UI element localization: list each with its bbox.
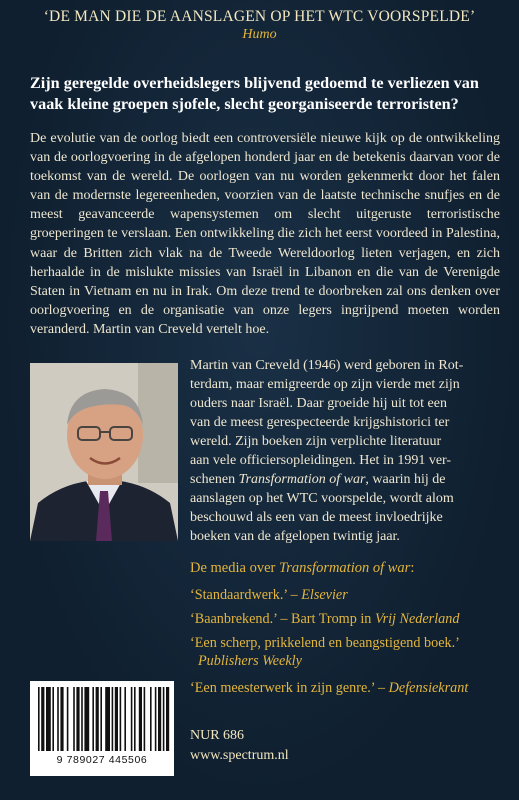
media-heading-text: De media over bbox=[190, 560, 279, 576]
press-quote-source: Humo bbox=[242, 27, 277, 42]
media-heading-title: Transformation of war bbox=[278, 560, 411, 576]
author-photo bbox=[30, 363, 178, 541]
barcode-bar bbox=[67, 687, 69, 751]
barcode-bar bbox=[57, 687, 59, 751]
barcode-bar bbox=[105, 687, 110, 751]
bio-line: wereld. Zijn boeken zijn verplichte literatuur bbox=[190, 434, 442, 449]
barcode-bar bbox=[158, 687, 161, 751]
barcode-bar bbox=[76, 687, 79, 751]
barcode-bar bbox=[124, 687, 126, 751]
barcode-bar bbox=[163, 687, 165, 751]
barcode-bar bbox=[131, 687, 133, 751]
barcode-bar bbox=[52, 687, 54, 751]
bio-text: schenen bbox=[190, 472, 236, 487]
review-quote: ‘Een meesterwerk in zijn genre.’ bbox=[190, 680, 375, 696]
publisher-website: www.spectrum.nl bbox=[190, 748, 289, 763]
barcode-bar bbox=[84, 687, 89, 751]
barcode-bar bbox=[38, 687, 40, 751]
barcode-bar bbox=[150, 687, 152, 751]
review-quote: ‘Een scherp, prikkelend en beangstigend boek.’ bbox=[190, 635, 460, 651]
review-source: Elsevier bbox=[301, 587, 348, 603]
review-sep: – bbox=[374, 680, 389, 696]
review-quote: ‘Standaardwerk.’ bbox=[190, 587, 288, 603]
bio-line: boeken van de afgelopen twintig jaar. bbox=[190, 529, 400, 544]
review bbox=[190, 610, 500, 628]
review-sep: – bbox=[287, 587, 302, 603]
review-quote: ‘Baanbrekend.’ bbox=[190, 611, 277, 627]
barcode-bar bbox=[134, 687, 136, 751]
review-source: Defensiekrant bbox=[388, 680, 469, 696]
bio-line: terdam, maar emigreerde op zijn vierde met zijn bbox=[190, 377, 460, 392]
bio-line: ouders naar Israël. Daar groeide hij uit tot een bbox=[190, 396, 447, 411]
barcode-bar bbox=[41, 687, 44, 751]
isbn-number: 9 789027 445506 bbox=[56, 754, 148, 766]
barcode-bar bbox=[81, 687, 83, 751]
review-sep: – Bart Tromp in bbox=[276, 611, 375, 627]
bio-line: Martin van Creveld (1946) werd geboren in Rot- bbox=[190, 358, 464, 373]
review-source: Publishers Weekly bbox=[198, 653, 302, 669]
bio-line: van de meest gerespecteerde krijgshistorici ter bbox=[190, 415, 450, 430]
barcode-bar bbox=[139, 687, 142, 751]
review bbox=[190, 634, 500, 670]
review bbox=[190, 679, 500, 697]
barcode-bar bbox=[92, 687, 94, 751]
nur-code: NUR 686 bbox=[190, 728, 245, 743]
bio-text: , waarin hij de bbox=[365, 472, 446, 487]
press-quote: ‘DE MAN DIE DE AANSLAGEN OP HET WTC VOORSPELDE’ bbox=[43, 8, 476, 25]
review bbox=[190, 586, 500, 604]
review-source: Vrij Nederland bbox=[374, 611, 460, 627]
barcode-bar bbox=[60, 687, 63, 751]
bio-line: aan vele officiersopleidingen. Het in 1991 ver- bbox=[190, 453, 452, 468]
barcode-bar bbox=[96, 687, 99, 751]
bio-line: beschouwd als een van de meest invloedrijke bbox=[190, 510, 443, 525]
barcode-bar bbox=[100, 687, 102, 751]
author-bio bbox=[190, 356, 498, 546]
headline: Zijn geregelde overheidslegers blijvend gedoemd te verliezen van vaak kleine groepen sjofele, slecht georganiseerde terroristen? bbox=[30, 74, 479, 113]
bio-line bbox=[190, 470, 498, 489]
media-heading-suffix: : bbox=[410, 560, 415, 576]
barcode-bar bbox=[120, 687, 122, 751]
intro-paragraph: De evolutie van de oorlog biedt een controversiële nieuwe kijk op de ontwikkeling van de oorlogvoering in de afgelopen honderd jaar en de betekenis daarvan voor de toekomst van de wereld. De oorlogen van nu worden gekenmerkt door het falen van de modernste legereenheden, voorzien van de laatste technische snufjes en de meest geavanceerde wapensystemen om slecht uitgeruste terroristische groeperingen te verslaan. Een ontwikkeling die zich het eerst voordeed in Palestina, waar de Britten zich vlak na de Tweede Wereldoorlog lieten verjagen, en zich herhaalde in de mislukte missies van Israël in Libanon en die van de Verenigde Staten in Vietnam en nu in Irak. Om deze trend te doorbreken zal ons denken over oorlogvoering en de organisatie van onze legers ingrijpend moeten worden veranderd. Martin van Creveld vertelt hoe. bbox=[30, 131, 500, 337]
barcode-bar bbox=[144, 687, 146, 751]
barcode-bar bbox=[112, 687, 114, 751]
bio-book-title: Transformation of war bbox=[238, 472, 366, 487]
barcode-bar bbox=[73, 687, 75, 751]
barcode-bar bbox=[115, 687, 118, 751]
media-heading bbox=[190, 560, 500, 577]
barcode-bar bbox=[155, 687, 157, 751]
bio-line: aanslagen op het WTC voorspelde, wordt alom bbox=[190, 491, 454, 506]
barcode-bar bbox=[46, 687, 51, 751]
barcode-bar bbox=[166, 687, 169, 751]
